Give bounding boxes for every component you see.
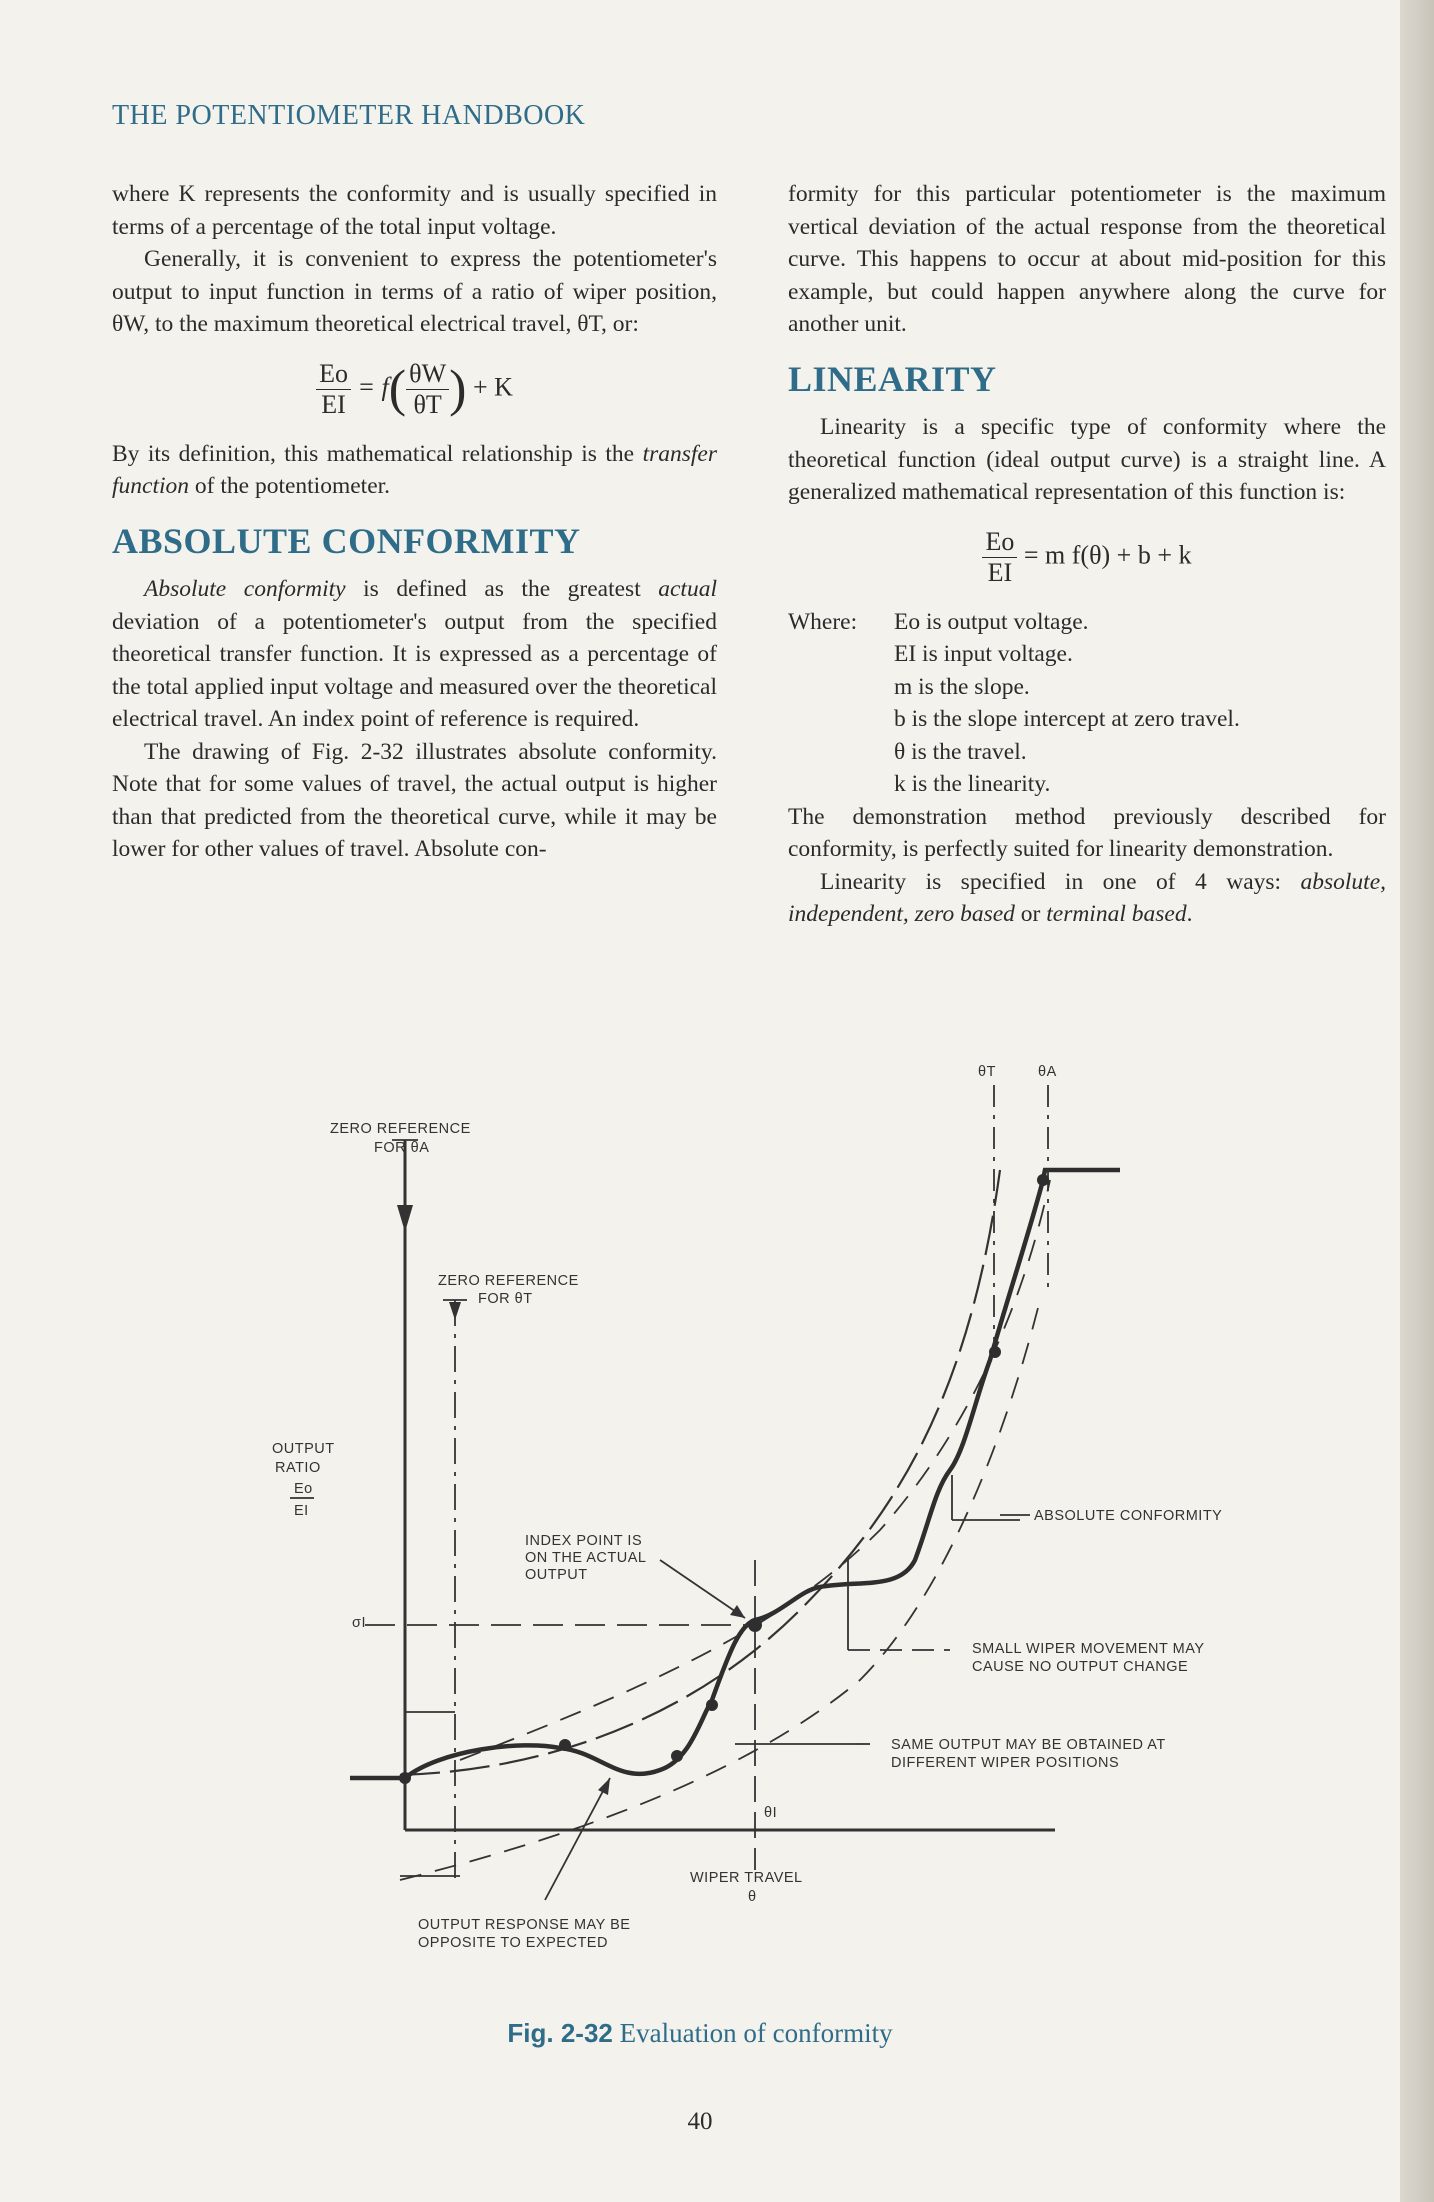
section-heading-linearity: LINEARITY	[788, 358, 997, 399]
label-output-ratio-1: OUTPUT	[272, 1441, 335, 1457]
linearity-formula: $\frac{Eo}{EI}$ = m f(θ) + b + k	[788, 527, 1386, 588]
label-theta-a-top: θA	[1038, 1064, 1057, 1080]
label-zero-ref-t-1: ZERO REFERENCE	[438, 1273, 579, 1289]
fraction: $\frac{\theta W}{\theta T}$	[406, 359, 449, 420]
paragraph: The drawing of Fig. 2-32 illustrates absolute conformity. Note that for some values of travel, the actual output is higher than that predicted from the theoretical curve, while it may be lower for other values of travel. Absolute con-	[112, 738, 717, 862]
right-column	[788, 178, 1386, 931]
label-index-point-2: ON THE ACTUAL	[525, 1550, 647, 1566]
paragraph: By its definition, this mathematical relationship is the transfer function of the potentiometer.	[112, 440, 717, 499]
label-output-ratio-den: EI	[294, 1503, 309, 1519]
section-heading-absolute-conformity: ABSOLUTE CONFORMITY	[112, 520, 581, 561]
lower-tolerance-curve	[400, 1300, 1040, 1880]
paragraph: formity for this particular potentiometer is the maximum vertical deviation of the actual response from the theoretical curve. This happens to occur at about mid-position for this example, but could happen anywhere along the curve for another unit.	[788, 181, 1386, 337]
left-column	[112, 178, 717, 866]
paragraph: Linearity is specified in one of 4 ways: absolute, independent, zero based or terminal based.	[788, 868, 1386, 927]
paragraph: Linearity is a specific type of conformity where the theoretical function (ideal output curve) is a straight line. A generalized mathematical representation of this function is:	[788, 414, 1386, 505]
fraction: $\frac{Eo}{EI}$	[982, 527, 1017, 588]
paragraph: where K represents the conformity and is usually specified in terms of a percentage of the total input voltage.	[112, 181, 717, 240]
label-output-response-1: OUTPUT RESPONSE MAY BE	[418, 1917, 631, 1933]
label-wiper-travel: WIPER TRAVEL	[690, 1870, 803, 1886]
actual-output-curve	[350, 1170, 1120, 1778]
running-head: THE POTENTIOMETER HANDBOOK	[112, 100, 586, 131]
label-zero-ref-t-2: FOR θT	[478, 1291, 533, 1307]
fraction: $\frac{Eo}{EI}$	[316, 359, 351, 420]
label-small-wiper-1: SMALL WIPER MOVEMENT MAY	[972, 1641, 1205, 1657]
label-absolute-conformity: ABSOLUTE CONFORMITY	[1034, 1508, 1223, 1524]
label-zero-ref-a-2: FOR θA	[374, 1140, 430, 1156]
where-list: Where: Eo is output voltage. EI is input voltage. m is the slope. b is the slope intercept at zero travel. θ is the travel. k is the linearity.	[788, 608, 1240, 797]
label-output-response-2: OPPOSITE TO EXPECTED	[418, 1935, 608, 1951]
label-same-output-1: SAME OUTPUT MAY BE OBTAINED AT	[891, 1737, 1166, 1753]
label-theta-i: θI	[764, 1805, 778, 1821]
label-theta-t-top: θT	[978, 1064, 996, 1080]
label-same-output-2: DIFFERENT WIPER POSITIONS	[891, 1755, 1120, 1771]
transfer-function-formula: $\frac{Eo}{EI}$ = f( $\frac{\theta W}{\theta T}$ ) + K	[112, 359, 717, 420]
page-number: 40	[687, 2108, 713, 2135]
label-output-ratio-num: Eo	[294, 1481, 313, 1497]
theoretical-curve	[400, 1170, 1000, 1775]
label-output-ratio-2: RATIO	[275, 1460, 321, 1476]
label-theta: θ	[748, 1889, 757, 1905]
paragraph: Generally, it is convenient to express the potentiometer's output to input function in terms of a ratio of wiper position, θW, to the maximum theoretical electrical travel, θT, or:	[112, 246, 717, 337]
page-edge	[1400, 0, 1434, 2202]
paragraph: Absolute conformity is defined as the greatest actual deviation of a potentiometer's output from the specified theoretical transfer function. It is expressed as a percentage of the total applied input voltage and measured over the theoretical electrical travel. An index point of reference is required.	[112, 576, 717, 732]
label-small-wiper-2: CAUSE NO OUTPUT CHANGE	[972, 1659, 1189, 1675]
paragraph: The demonstration method previously described for conformity, is perfectly suited for linearity demonstration.	[788, 803, 1386, 862]
label-zero-ref-a-1: ZERO REFERENCE	[330, 1121, 471, 1137]
label-index-point-3: OUTPUT	[525, 1567, 588, 1583]
label-sigma-i: σI	[352, 1615, 366, 1631]
label-index-point-1: INDEX POINT IS	[525, 1533, 643, 1549]
figure-caption: Fig. 2-32 Evaluation of conformity	[507, 2018, 893, 2048]
conformity-figure	[0, 1040, 1400, 2000]
